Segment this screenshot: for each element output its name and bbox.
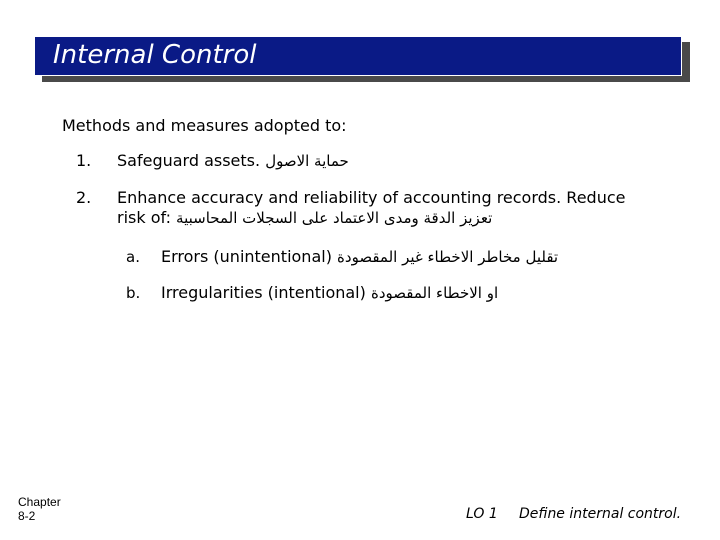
subitem-a bbox=[161, 247, 558, 266]
learning-objective-number: LO 1 bbox=[466, 506, 498, 522]
slide-title: Internal Control bbox=[53, 40, 257, 70]
item-2-line-1: Enhance accuracy and reliability of accounting records. Reduce bbox=[117, 188, 626, 207]
item-2-arabic: تعزيز الدقة ومدى الاعتماد على السجلات المحاسبية bbox=[176, 209, 493, 227]
subitem-b bbox=[161, 283, 498, 302]
item-2-text-line-2: risk of: bbox=[117, 208, 171, 227]
subitem-a-text: Errors (unintentional) bbox=[161, 247, 332, 266]
subitem-a-arabic: تقليل مخاطر الاخطاء غير المقصودة bbox=[337, 248, 559, 266]
item-1-arabic: حماية الاصول bbox=[265, 152, 349, 170]
item-1 bbox=[117, 151, 349, 170]
intro-text: Methods and measures adopted to: bbox=[62, 116, 347, 135]
subitem-a-letter: a. bbox=[126, 248, 140, 266]
chapter-label bbox=[18, 495, 61, 523]
item-2-line-2 bbox=[117, 208, 492, 227]
item-2-number: 2. bbox=[76, 188, 92, 207]
item-1-text: Safeguard assets. bbox=[117, 151, 261, 170]
title-bar bbox=[34, 36, 682, 76]
subitem-b-letter: b. bbox=[126, 284, 141, 302]
chapter-line-2: 8-2 bbox=[18, 509, 36, 523]
chapter-line-1: Chapter bbox=[18, 495, 61, 509]
subitem-b-arabic: او الاخطاء المقصودة bbox=[370, 284, 499, 302]
subitem-b-text: Irregularities (intentional) bbox=[161, 283, 366, 302]
item-1-number: 1. bbox=[76, 151, 92, 170]
learning-objective-text: Define internal control. bbox=[519, 506, 682, 522]
